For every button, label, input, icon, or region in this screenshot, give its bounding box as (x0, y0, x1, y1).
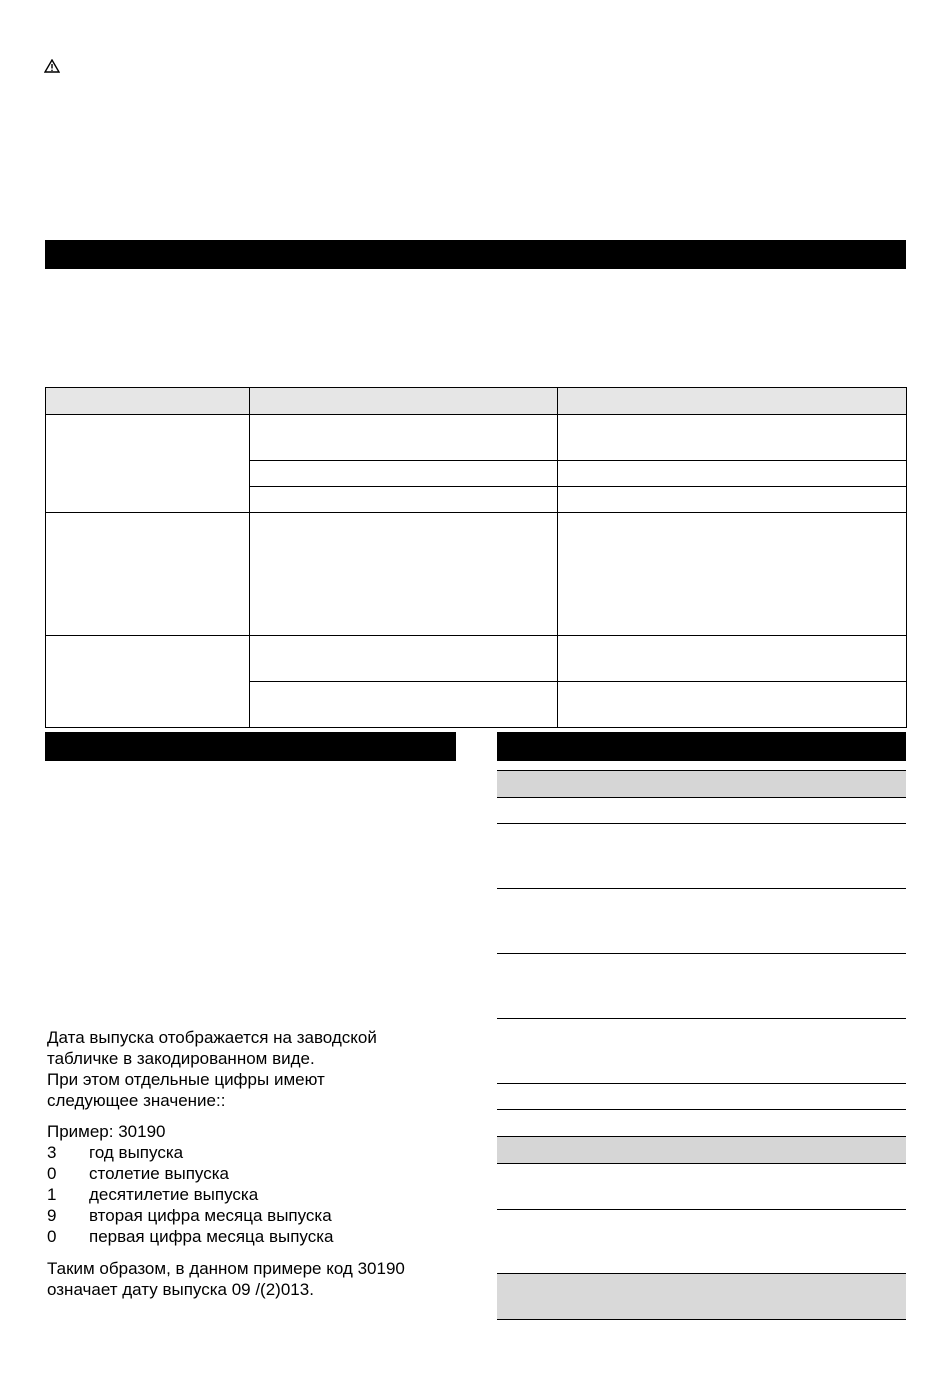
table-header-row (46, 388, 907, 415)
code-meaning: вторая цифра месяца выпуска (89, 1206, 332, 1225)
table-row (46, 415, 907, 461)
list-item (497, 771, 906, 798)
code-digit: 3 (47, 1143, 57, 1162)
table-row (46, 636, 907, 682)
list-item (497, 889, 906, 954)
table-header-cell (46, 388, 250, 415)
section-header-bar-top (45, 240, 906, 269)
code-digit: 0 (47, 1227, 57, 1246)
table-cell (558, 461, 907, 487)
code-digit-row (47, 1205, 457, 1226)
section-header-bar-left (45, 732, 456, 761)
section-header-bar-right (497, 732, 906, 761)
intro-line: следующее значение:: (47, 1091, 226, 1110)
production-date-conclusion (47, 1258, 457, 1300)
intro-line: При этом отдельные цифры имеют (47, 1070, 325, 1089)
list-item (497, 1084, 906, 1110)
table-row (46, 513, 907, 636)
code-meaning: столетие выпуска (89, 1164, 229, 1183)
table-header-cell (558, 388, 907, 415)
intro-line: Дата выпуска отображается на заводской (47, 1028, 377, 1047)
code-digit-row (47, 1163, 457, 1184)
list-item (497, 1137, 906, 1164)
table-cell (250, 636, 558, 682)
table-cell (558, 513, 907, 636)
code-digit-row (47, 1184, 457, 1205)
table-cell (250, 487, 558, 513)
production-date-intro (47, 1027, 457, 1111)
intro-line: табличке в закодированном виде. (47, 1049, 315, 1068)
code-digit-row (47, 1226, 457, 1247)
table-cell (250, 682, 558, 728)
conclusion-line: Таким образом, в данном примере код 30190 (47, 1259, 405, 1278)
code-meaning: десятилетие выпуска (89, 1185, 259, 1204)
code-meaning: первая цифра месяца выпуска (89, 1227, 334, 1246)
list-item (497, 798, 906, 824)
list-item (497, 1019, 906, 1084)
table-cell (558, 682, 907, 728)
table-cell (558, 636, 907, 682)
table-cell (558, 415, 907, 461)
warning-triangle-icon (44, 59, 60, 73)
code-digit: 0 (47, 1164, 57, 1183)
table-cell (558, 487, 907, 513)
example-label: Пример: 30190 (47, 1122, 166, 1141)
table-cell (250, 461, 558, 487)
code-digit: 1 (47, 1185, 57, 1204)
code-digit: 9 (47, 1206, 57, 1225)
table-header-cell (250, 388, 558, 415)
troubleshooting-table (45, 387, 907, 728)
list-item (497, 1210, 906, 1274)
table-cell (250, 415, 558, 461)
list-item (497, 824, 906, 889)
table-cell (46, 415, 250, 513)
conclusion-line: означает дату выпуска 09 /(2)013. (47, 1280, 314, 1299)
table-cell (46, 513, 250, 636)
code-digit-row (47, 1142, 457, 1163)
table-cell (46, 636, 250, 728)
list-item (497, 1164, 906, 1210)
table-cell (250, 513, 558, 636)
list-item (497, 954, 906, 1019)
list-item (497, 1274, 906, 1320)
code-meaning: год выпуска (89, 1143, 184, 1162)
list-item (497, 1110, 906, 1137)
